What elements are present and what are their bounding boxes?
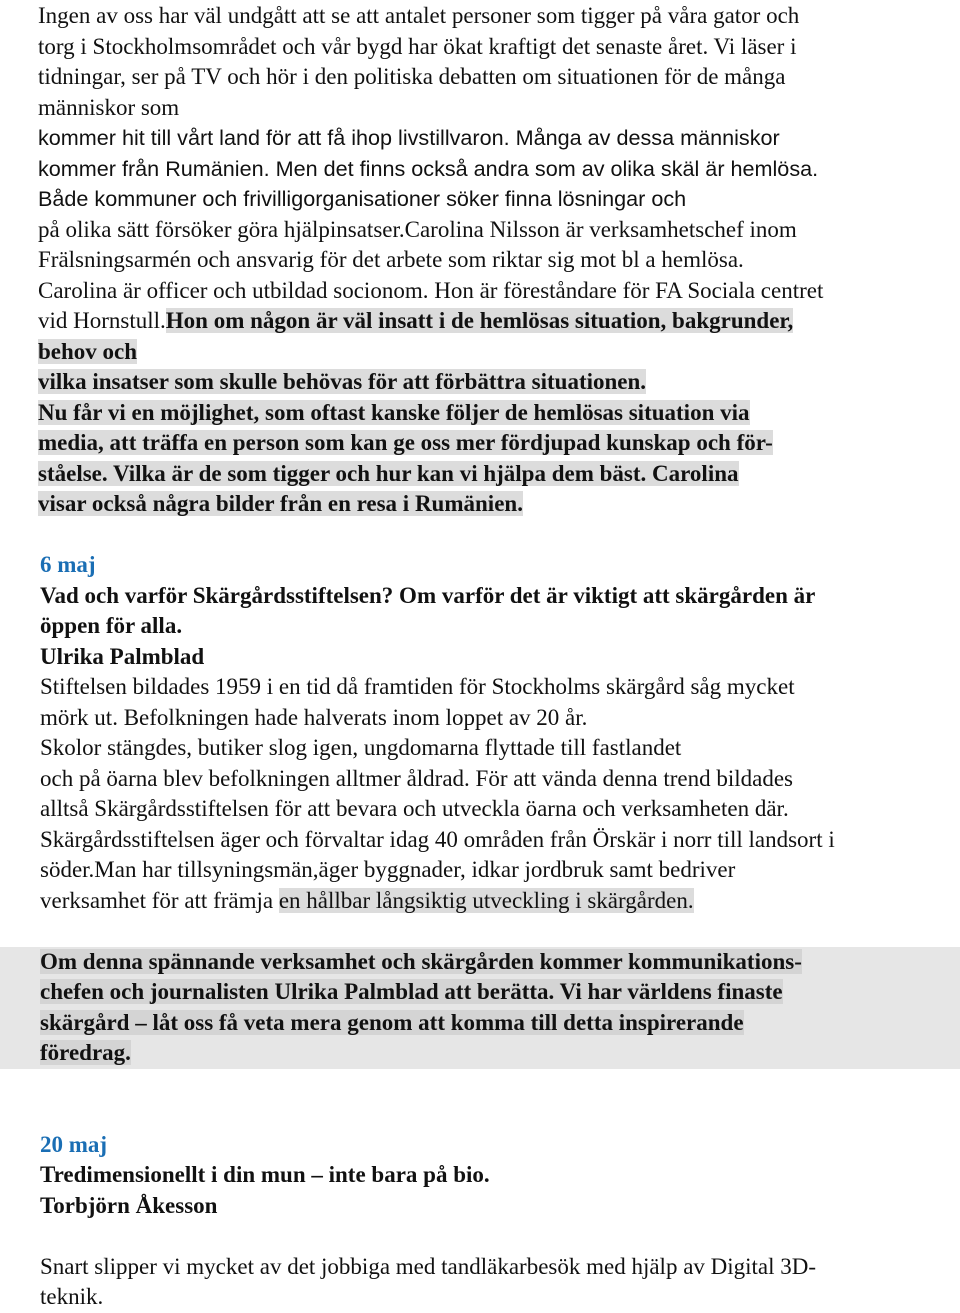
event-speaker: Ulrika Palmblad [40, 643, 205, 669]
event-body-line: teknik. [40, 1284, 104, 1309]
highlighted-text: Nu får vi en möjlighet, som oftast kanske följer de hemlösas situation via [38, 399, 750, 425]
intro-line [38, 459, 953, 490]
event-body-line: söder.Man har tillsyningsmän,äger byggnader, idkar jordbruk samt bedriver [40, 857, 736, 882]
spacer [38, 1221, 953, 1252]
intro-line: Ingen av oss har väl undgått att se att antalet personer som tigger på våra gator och [38, 3, 800, 28]
intro-line: tidningar, ser på TV och hör i den politiska debatten om situationen för de många [38, 64, 786, 89]
event-body-line [38, 886, 953, 917]
event-title: öppen för alla. [40, 613, 183, 638]
event-body-line: Snart slipper vi mycket av det jobbiga med tandläkarbesök med hjälp av Digital 3D- [40, 1253, 817, 1279]
highlighted-text: skärgård – låt oss få veta mera genom att komma till detta inspirerande [40, 1009, 744, 1035]
intro-text: kommer från Rumänien. [38, 155, 270, 181]
intro-text: Många av dessa människor [509, 125, 780, 150]
highlighted-text: Hon om någon är väl insatt i de hemlösas situation, bakgrunder, [165, 308, 794, 333]
intro-line: Carolina är officer och utbildad socionom. Hon är föreståndare för FA Sociala centret [38, 277, 824, 303]
intro-line [38, 337, 953, 368]
event-speaker: Torbjörn Åkesson [40, 1192, 218, 1218]
highlighted-text: chefen och journalisten Ulrika Palmblad att berätta. Vi har världens finaste [40, 979, 783, 1004]
intro-line [38, 398, 953, 429]
event-title: Tredimensionellt i din mun – inte bara på bio. [40, 1162, 490, 1187]
intro-line [38, 489, 953, 520]
event-body-line: Skärgårdsstiftelsen äger och förvaltar idag 40 områden från Örskär i norr till landsort i [40, 826, 835, 852]
intro-line [38, 123, 953, 154]
intro-line: torg i Stockholmsområdet och vår bygd har ökat kraftigt det senaste året. Vi läser i [38, 33, 797, 59]
event-body-line: Skolor stängdes, butiker slog igen, ungdomarna flyttade till fastlandet [40, 735, 682, 760]
intro-line: Frälsningsarmén och ansvarig för det arbete som riktar sig mot bl a hemlösa. [38, 247, 744, 272]
highlighted-text: en hållbar långsiktig utveckling i skärgården. [278, 887, 694, 913]
intro-line [38, 306, 953, 337]
intro-line [38, 154, 953, 185]
highlighted-line [38, 977, 953, 1008]
event-title: Vad och varför Skärgårdsstiftelsen? Om varför det är viktigt att skärgården är [40, 582, 816, 608]
highlighted-text: visar också några bilder från en resa i Rumänien. [38, 491, 523, 516]
intro-line: människor som [38, 94, 180, 120]
highlighted-text: föredrag. [40, 1040, 131, 1065]
event-body-line: mörk ut. Befolkningen hade halverats inom loppet av 20 år. [40, 704, 588, 730]
event-body-line: alltså Skärgårdsstiftelsen för att bevara och utveckla öarna och verksamheten där. [40, 796, 789, 821]
event-body-line: Stiftelsen bildades 1959 i en tid då framtiden för Stockholms skärgård såg mycket [40, 674, 795, 699]
spacer [38, 916, 953, 947]
highlighted-line [38, 947, 953, 978]
highlighted-text: vilka insatser som skulle behövas för att förbättra situationen. [38, 369, 647, 394]
highlighted-text: Om denna spännande verksamhet och skärgården kommer kommunikations- [40, 948, 802, 974]
event-date: 20 maj [40, 1131, 108, 1157]
intro-text: kommer hit till vårt land för att få ihop livstillvaron. [38, 125, 510, 150]
intro-line [38, 428, 953, 459]
spacer [38, 1069, 953, 1130]
intro-line [38, 367, 953, 398]
highlighted-text: behov och [38, 338, 138, 364]
intro-line: på olika sätt försöker göra hjälpinsatser.Carolina Nilsson är verksamhetschef inom [38, 216, 797, 242]
document-page [38, 1, 953, 1313]
intro-text: Men det finns också andra som av olika skäl är hemlösa. [269, 155, 819, 181]
highlighted-line [38, 1038, 953, 1069]
spacer [38, 520, 953, 551]
event-body-line: och på öarna blev befolkningen alltmer åldrad. För att vända denna trend bildades [40, 765, 793, 791]
highlighted-block [38, 947, 953, 1069]
highlighted-text: media, att träffa en person som kan ge oss mer fördjupad kunskap och för- [38, 430, 773, 455]
highlighted-text: ståelse. Vilka är de som tigger och hur kan vi hjälpa dem bäst. Carolina [38, 460, 739, 486]
highlighted-line [38, 1008, 953, 1039]
event-date: 6 maj [40, 552, 96, 577]
event-body-text: verksamhet för att främja [40, 887, 279, 913]
intro-line: Både kommuner och frivilligorganisationer söker finna lösningar och [38, 186, 687, 211]
intro-text: vid Hornstull. [38, 308, 166, 333]
